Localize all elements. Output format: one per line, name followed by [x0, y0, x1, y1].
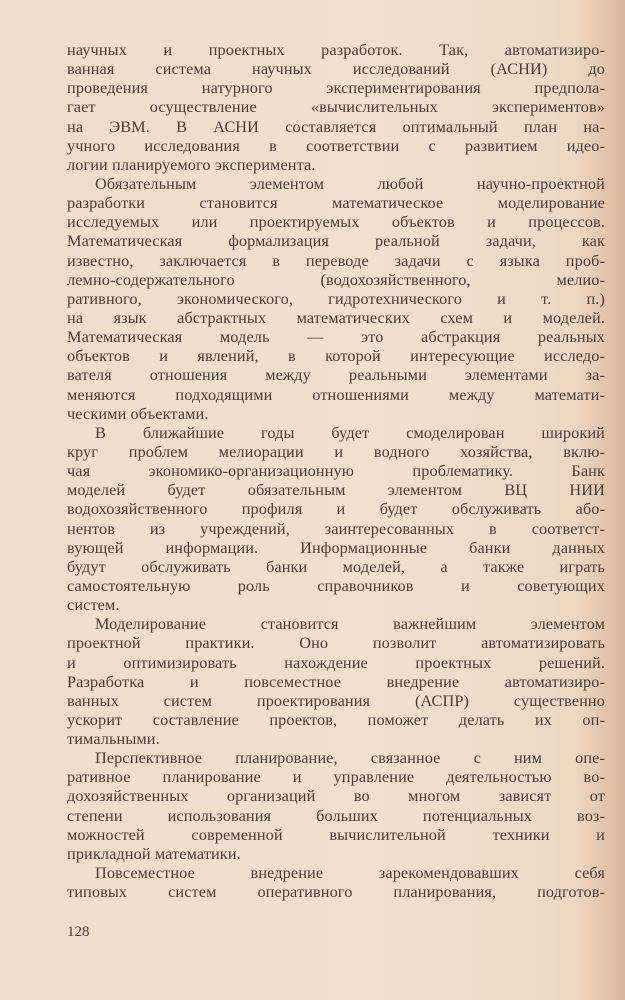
paragraph	[67, 614, 605, 748]
text-line: исследуемых или проектируемых объектов и процессов.	[67, 212, 605, 232]
text-line: гает осуществление «вычислительных экспериментов»	[67, 97, 605, 117]
text-line: чая экономико-организационную проблематику. Банк	[67, 461, 605, 481]
text-line: круг проблем мелиорации и водного хозяйства, вклю-	[67, 441, 605, 461]
text-line: и оптимизировать нахождение проектных решений.	[67, 652, 605, 672]
text-line: Математическая модель — это абстракция реальных	[67, 327, 605, 347]
text-line: типовых систем оперативного планирования, подготов-	[67, 882, 605, 902]
text-line: водохозяйственного профиля и будет обслуживать або-	[67, 499, 605, 519]
text-line: ческими объектами.	[67, 403, 209, 423]
text-line: ванная система научных исследований (АСНИ) до	[67, 59, 605, 79]
text-line: проектной практики. Оно позволит автоматизировать	[67, 633, 605, 653]
book-page-text	[67, 40, 605, 901]
text-line: Разработка и повсеместное внедрение автоматизиро-	[67, 671, 605, 691]
text-line: объектов и явлений, в которой интересующие исследо-	[67, 346, 605, 366]
text-line: будут обслуживать банки моделей, а также играть	[67, 556, 605, 576]
text-line: степени использования больших потенциальных воз-	[67, 805, 605, 825]
text-line: ративное планирование и управление деятельностью во-	[67, 767, 605, 787]
text-line: на язык абстрактных математических схем и моделей.	[67, 307, 605, 327]
text-line: учного исследования в соответствии с развитием идео-	[67, 135, 605, 155]
paragraph	[67, 423, 605, 614]
text-line: Математическая формализация реальной задачи, как	[67, 231, 605, 251]
text-line: прикладной математики.	[67, 843, 241, 863]
text-line: можностей современной вычислительной техники и	[67, 824, 605, 844]
text-line: меняются подходящими отношениями между математи-	[67, 384, 605, 404]
text-line: систем.	[67, 595, 120, 615]
text-line: ванных систем проектирования (АСПР) существенно	[67, 690, 605, 710]
text-line: моделей будет обязательным элементом ВЦ НИИ	[67, 480, 605, 500]
paragraph	[67, 174, 605, 423]
text-line: вателя отношения между реальными элементами за-	[67, 365, 605, 385]
text-line: нентов из учреждений, заинтересованных в соответст-	[67, 518, 605, 538]
text-line: ративного, экономического, гидротехнического и т. п.)	[67, 288, 605, 308]
paragraph	[67, 40, 605, 174]
text-line: на ЭВМ. В АСНИ составляется оптимальный план на-	[67, 116, 605, 136]
page-number: 128	[67, 924, 90, 940]
text-line: лемно-содержательного (водохозяйственного, мелио-	[67, 269, 605, 289]
text-line: самостоятельную роль справочников и советующих	[67, 575, 605, 595]
text-line: дохозяйственных организаций во многом зависят от	[67, 786, 605, 806]
text-line: проведения натурного экспериментирования предпола-	[67, 78, 605, 98]
text-line: известно, заключается в переводе задачи с языка проб-	[67, 250, 605, 270]
text-line: логии планируемого эксперимента.	[67, 154, 316, 174]
text-line: разработки становится математическое моделирование	[67, 193, 605, 213]
text-line: Моделирование становится важнейшим элементом	[95, 614, 605, 634]
text-line: Обязательным элементом любой научно-проектной	[95, 173, 605, 193]
text-line: Повсеместное внедрение зарекомендовавших себя	[95, 863, 605, 883]
text-line: тимальными.	[67, 729, 160, 749]
paragraph	[67, 863, 605, 901]
text-line: вующей информации. Информационные банки данных	[67, 537, 605, 557]
text-line: В ближайшие годы будет смоделирован широкий	[95, 422, 605, 442]
text-line: научных и проектных разработок. Так, автоматизиро-	[67, 40, 605, 59]
text-line: Перспективное планирование, связанное с ним опе-	[95, 748, 605, 768]
text-line: ускорит составление проектов, поможет делать их оп-	[67, 709, 605, 729]
paragraph	[67, 748, 605, 863]
